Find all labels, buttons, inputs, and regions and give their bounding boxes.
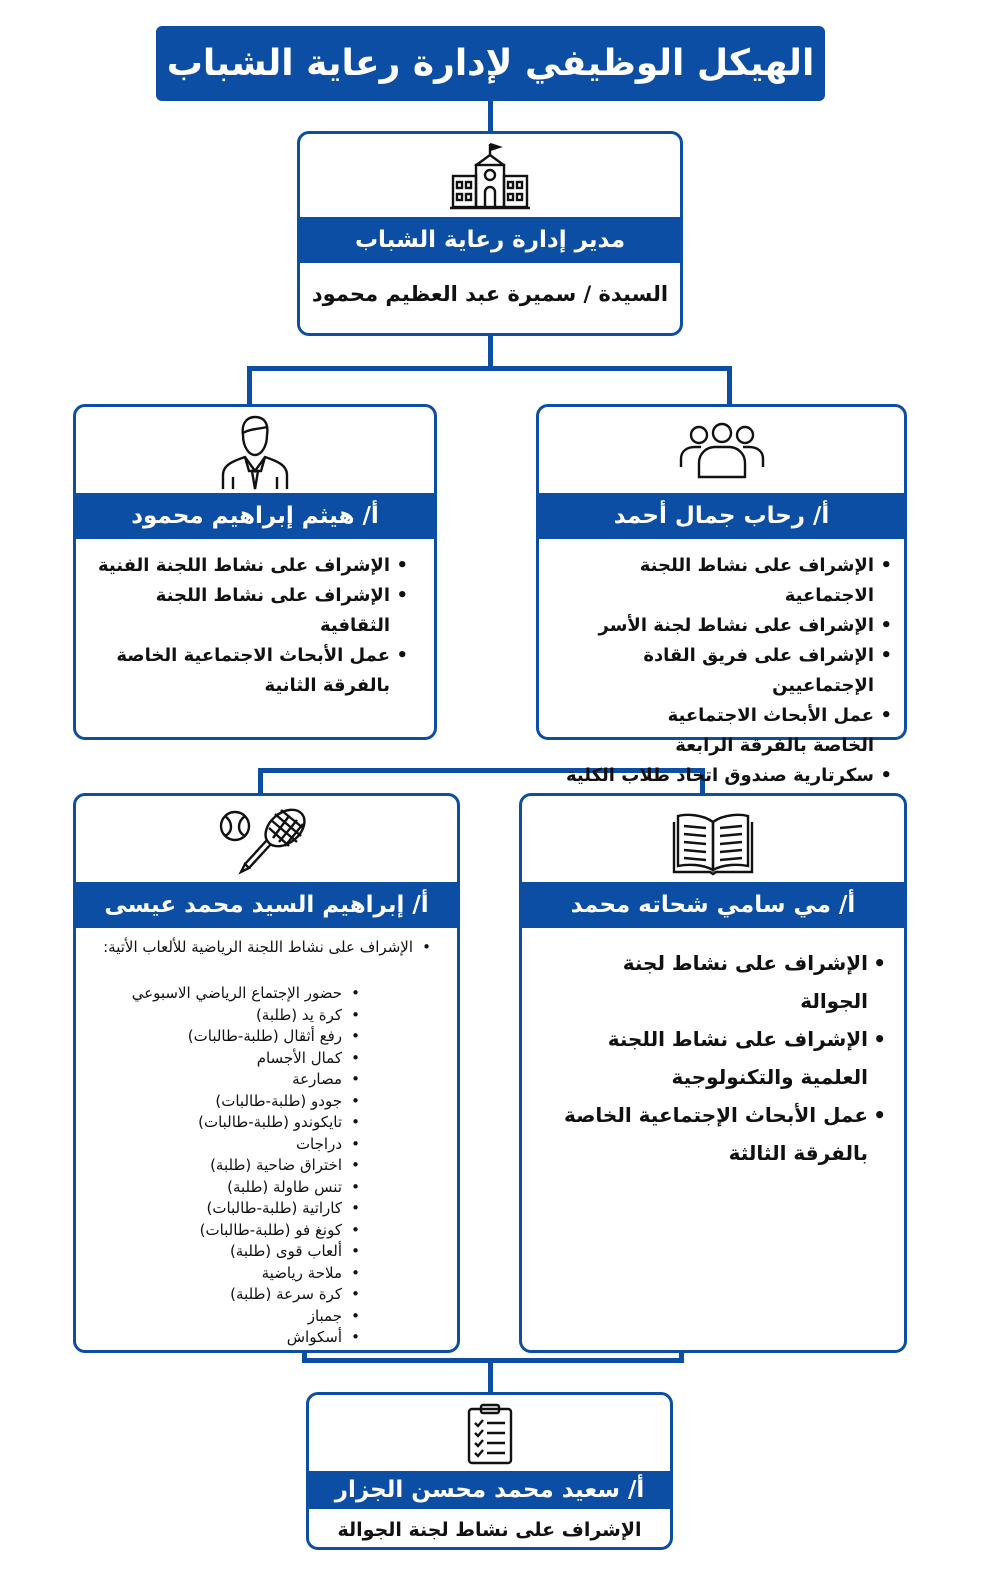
list-item: • الإشراف على نشاط اللجنة العلمية والتكنولوجية	[548, 1020, 868, 1096]
group-of-people-icon	[539, 421, 904, 483]
card-ibrahim-name: أ/ إبراهيم السيد محمد عيسى	[76, 882, 457, 928]
list-item: • كرة يد (طلبة)	[82, 1005, 342, 1027]
list-item: • عمل الأبحاث الاجتماعية الخاصة بالفرقة الرابعة	[545, 701, 874, 761]
connector-director-down	[488, 333, 493, 368]
card-haitham-list	[90, 551, 390, 701]
list-item: • كرة سرعة (طلبة)	[82, 1284, 342, 1306]
card-saeed-name: أ/ سعيد محمد محسن الجزار	[309, 1471, 670, 1509]
card-mai-list	[548, 944, 868, 1172]
list-item: • ملاحة رياضية	[82, 1263, 342, 1285]
list-item: • الإشراف على نشاط اللجنة الرياضية للألعاب الأتية:	[90, 935, 413, 959]
list-item: • كونغ فو (طلبة-طالبات)	[82, 1220, 342, 1242]
card-rehab-name: أ/ رحاب جمال أحمد	[539, 493, 904, 539]
list-item: • كمال الأجسام	[82, 1048, 342, 1070]
connector-left-2	[258, 768, 263, 796]
card-haitham	[73, 404, 437, 740]
connector-horizontal-1	[247, 366, 732, 371]
list-item: • الإشراف على نشاط اللجنة الثقافية	[90, 581, 390, 641]
director-name: السيدة / سميرة عبد العظيم محمود	[311, 282, 669, 306]
card-saeed	[306, 1392, 673, 1550]
card-ibrahim-sports-list	[82, 983, 342, 1349]
connector-bottom	[488, 1358, 493, 1394]
list-item: • جمباز	[82, 1306, 342, 1328]
list-item: • الإشراف على نشاط لجنة الجوالة	[548, 944, 868, 1020]
card-haitham-name: أ/ هيثم إبراهيم محمود	[76, 493, 434, 539]
list-item: • تنس طاولة (طلبة)	[82, 1177, 342, 1199]
clipboard-checklist-icon	[309, 1403, 670, 1465]
card-rehab-list	[545, 551, 874, 791]
list-item: • الإشراف على نشاط لجنة الأسر	[545, 611, 874, 641]
card-rehab	[536, 404, 907, 786]
card-mai	[519, 793, 907, 1353]
list-item: • رفع أثقال (طلبة-طالبات)	[82, 1026, 342, 1048]
connector-title-director	[488, 100, 493, 133]
list-item: • جودو (طلبة-طالبات)	[82, 1091, 342, 1113]
list-item: • اختراق ضاحية (طلبة)	[82, 1155, 342, 1177]
connector-left-1	[247, 366, 252, 407]
connector-horizontal-3	[302, 1358, 684, 1363]
card-ibrahim	[73, 793, 460, 1353]
card-saeed-task: الإشراف على نشاط لجنة الجوالة	[337, 1519, 642, 1541]
list-item: • عمل الأبحاث الاجتماعية الخاصة بالفرقة الثانية	[90, 641, 390, 701]
open-book-icon	[522, 810, 904, 876]
tennis-racket-ball-icon	[76, 802, 457, 878]
list-item: • سكرتارية صندوق اتحاد طلاب الكلية	[545, 761, 874, 791]
school-building-icon	[300, 142, 680, 212]
card-mai-name: أ/ مي سامي شحاته محمد	[522, 882, 904, 928]
list-item: • تايكوندو (طلبة-طالبات)	[82, 1112, 342, 1134]
list-item: • مصارعة	[82, 1069, 342, 1091]
list-item: • الإشراف على فريق القادة الإجتماعيين	[545, 641, 874, 701]
person-in-suit-icon	[76, 413, 434, 489]
list-item: • ألعاب قوى (طلبة)	[82, 1241, 342, 1263]
list-item: • كاراتية (طلبة-طالبات)	[82, 1198, 342, 1220]
list-item: • دراجات	[82, 1134, 342, 1156]
list-item: • الإشراف على نشاط اللجنة الفنية	[90, 551, 390, 581]
list-item: • حضور الإجتماع الرياضي الاسبوعي	[82, 983, 342, 1005]
list-item: • الإشراف على نشاط اللجنة الاجتماعية	[545, 551, 874, 611]
list-item: • عمل الأبحاث الإجتماعية الخاصة بالفرقة الثالثة	[548, 1096, 868, 1172]
director-card	[297, 131, 683, 336]
connector-right-1	[727, 366, 732, 407]
card-ibrahim-lead	[90, 935, 413, 959]
chart-title: الهيكل الوظيفي لإدارة رعاية الشباب	[156, 26, 825, 101]
director-role: مدير إدارة رعاية الشباب	[300, 217, 680, 263]
list-item: • أسكواش	[82, 1327, 342, 1349]
